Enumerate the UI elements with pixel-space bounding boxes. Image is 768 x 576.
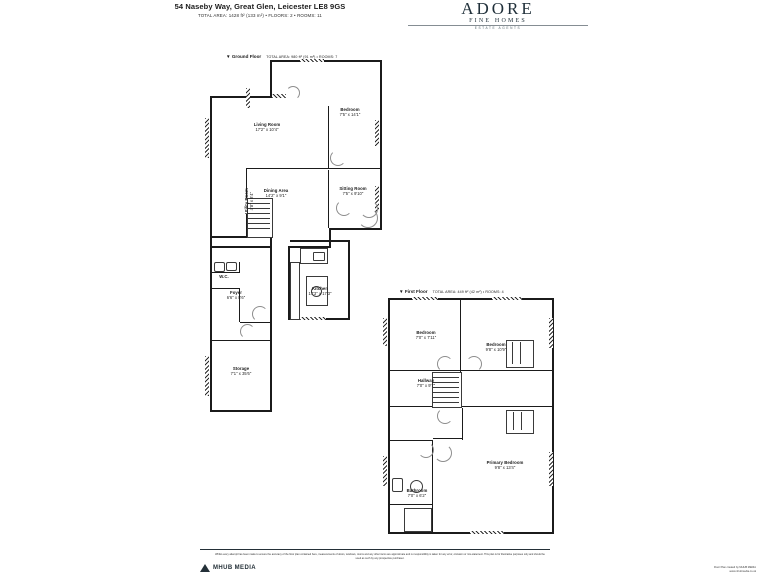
wall bbox=[270, 60, 382, 62]
stair-tread bbox=[433, 397, 459, 398]
footer-divider bbox=[200, 549, 550, 550]
stair-tread bbox=[248, 228, 270, 229]
wall bbox=[462, 408, 463, 440]
first-floor-label: First Floor bbox=[404, 289, 428, 294]
room-label-sitting-room: Sitting Room 7'5" x 9'10" bbox=[339, 186, 367, 197]
door-swing bbox=[434, 444, 452, 462]
room-label-kitchen: Kitchen 17'3" x 17'3" bbox=[308, 286, 332, 297]
window bbox=[383, 456, 387, 486]
wardrobe-divider bbox=[521, 412, 522, 430]
room-label-dining-area: Dining Area 14'2" x 9'1" bbox=[263, 188, 289, 199]
door-swing bbox=[252, 306, 268, 322]
first-floor-meta: TOTAL AREA: 449 ft² (42 m²) • ROOMS: 4 bbox=[432, 290, 504, 294]
window bbox=[375, 120, 379, 146]
footer-credit-line2: www.mhubmedia.co.uk bbox=[729, 569, 756, 573]
door-swing bbox=[358, 208, 378, 228]
door-swing bbox=[286, 86, 300, 100]
wall bbox=[210, 96, 212, 248]
brand-divider bbox=[408, 25, 588, 26]
window bbox=[549, 452, 553, 486]
brand-tagline: FINE HOMES bbox=[469, 18, 527, 24]
chevron-down-icon: ▼ bbox=[399, 289, 404, 294]
window bbox=[272, 94, 286, 98]
window bbox=[247, 88, 251, 108]
stair-tread bbox=[433, 392, 459, 393]
wall bbox=[388, 298, 390, 534]
triangle-icon bbox=[200, 564, 210, 572]
door-swing bbox=[336, 200, 352, 216]
door-swing bbox=[240, 324, 255, 339]
sink bbox=[226, 262, 237, 271]
room-label-hallway: Hallway 7'0" x 9'7" bbox=[416, 378, 436, 389]
room-label-wc: W.C. bbox=[219, 274, 229, 279]
wall bbox=[210, 410, 272, 412]
window bbox=[300, 59, 324, 63]
window bbox=[470, 531, 504, 535]
wall bbox=[348, 240, 350, 320]
brand-name: ADORE bbox=[461, 0, 535, 18]
room-label-primary-bedroom: Primary Bedroom 9'8" x 13'4" bbox=[486, 460, 524, 471]
window bbox=[205, 118, 209, 158]
bathtub bbox=[404, 508, 432, 532]
door-swing bbox=[437, 408, 453, 424]
door-swing bbox=[437, 356, 453, 372]
wall bbox=[290, 240, 350, 242]
chevron-down-icon: ▼ bbox=[226, 54, 231, 59]
wall bbox=[390, 504, 433, 505]
toilet bbox=[214, 262, 225, 272]
first-floor-caption bbox=[399, 289, 504, 294]
wall bbox=[329, 228, 331, 248]
window bbox=[383, 318, 387, 346]
window bbox=[412, 297, 438, 301]
mhub-media-label: MHUB MEDIA bbox=[213, 565, 256, 571]
window bbox=[205, 356, 209, 396]
wall bbox=[240, 322, 271, 323]
page-subtitle: TOTAL AREA: 1428 ft² (133 m²) • FLOORS: 2 • ROOMS: 11 bbox=[197, 13, 323, 18]
wall bbox=[380, 60, 382, 230]
window bbox=[300, 317, 326, 321]
door-swing bbox=[466, 356, 482, 372]
disclaimer-text: Whilst every attempt has been made to ensure the accuracy of the floor plan contained here, measurements of doors, windows, rooms and any other items are approximate and no responsibility is taken for any error, omission or mis-statement. This plan is for illustrative purposes only and should be used as such by any prospective purchaser. bbox=[215, 553, 545, 560]
room-label-bathroom: Bathroom 7'0" x 6'2" bbox=[406, 488, 428, 499]
kitchen-hob bbox=[313, 252, 325, 261]
footer-credit-line1: Floor Plan created by MHUB MEDIA bbox=[714, 566, 756, 569]
door-swing bbox=[418, 442, 434, 458]
wall bbox=[270, 60, 272, 97]
room-label-bedroom-3: Bedroom 9'8" x 10'9" bbox=[485, 342, 507, 353]
wall bbox=[246, 168, 328, 169]
wall bbox=[270, 236, 272, 412]
room-label-storage: Storage 7'1" x 35'6" bbox=[230, 366, 252, 377]
brand-subtitle: ESTATE AGENTS bbox=[474, 26, 522, 30]
room-label-living-room: Living Room 17'2" x 10'4" bbox=[253, 122, 281, 133]
wardrobe-divider bbox=[513, 412, 514, 430]
stair-tread bbox=[433, 402, 459, 403]
wall bbox=[433, 438, 463, 439]
wall bbox=[328, 168, 380, 169]
page-title: 54 Naseby Way, Great Glen, Leicester LE8 9GS bbox=[174, 2, 346, 11]
mhub-media-logo bbox=[200, 564, 320, 572]
wall bbox=[210, 340, 272, 341]
window bbox=[549, 318, 553, 348]
wall bbox=[210, 96, 272, 98]
door-swing bbox=[330, 150, 346, 166]
wall bbox=[462, 406, 554, 407]
wall bbox=[239, 262, 240, 273]
wall bbox=[460, 300, 461, 372]
room-label-utility-room: Utility Room 4'8" x 8'4" bbox=[243, 188, 255, 215]
room-label-bedroom: Bedroom 7'5" x 14'1" bbox=[339, 107, 361, 118]
wall bbox=[210, 246, 272, 248]
room-label-bedroom-2: Bedroom 7'0" x 7'11" bbox=[415, 330, 437, 341]
wall bbox=[330, 228, 382, 230]
ground-floor-label: Ground Floor bbox=[231, 54, 262, 59]
wardrobe bbox=[506, 410, 534, 434]
ground-floor-meta: TOTAL AREA: 980 ft² (91 m²) • ROOMS: 7 bbox=[266, 55, 338, 59]
footer-credit bbox=[714, 566, 756, 574]
room-label-foyer: Foyer 6'6" x 8'6" bbox=[226, 290, 246, 301]
wall bbox=[328, 170, 329, 228]
window bbox=[492, 297, 522, 301]
